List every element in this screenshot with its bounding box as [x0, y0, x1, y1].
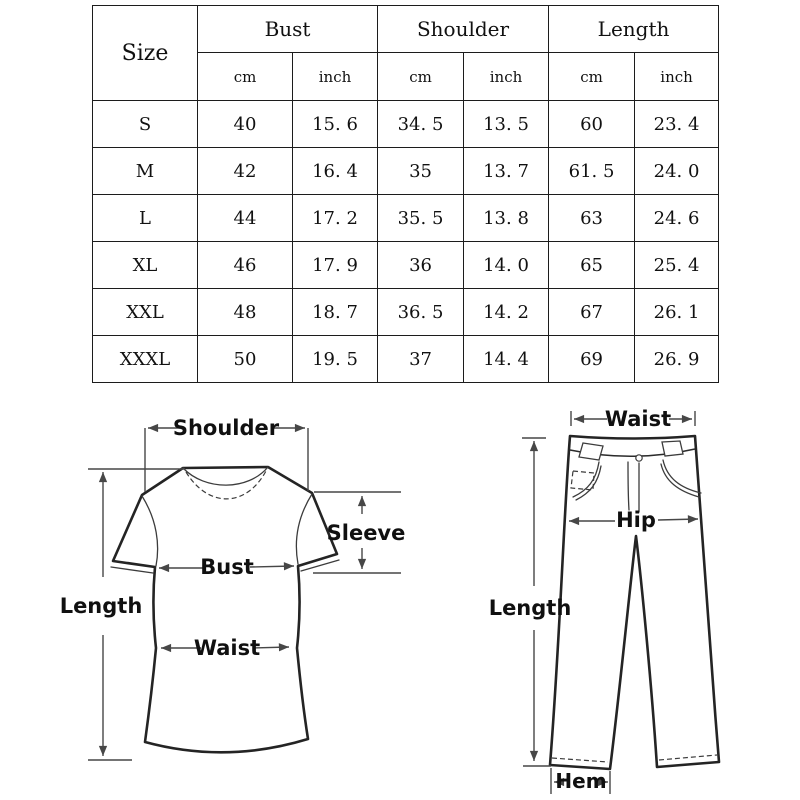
- cell-shoulder-inch: 13. 8: [464, 195, 549, 242]
- cell-bust-inch: 17. 9: [293, 242, 378, 289]
- cell-size: XXXL: [93, 336, 198, 383]
- cell-shoulder-cm: 36: [378, 242, 464, 289]
- tshirt-cuff-stitch-left: [111, 567, 153, 573]
- pants-outline: [550, 436, 719, 769]
- header-length: Length: [549, 6, 719, 53]
- pants-belt-loop-right: [662, 441, 683, 456]
- cell-length-cm: 61. 5: [549, 148, 635, 195]
- cell-length-inch: 25. 4: [635, 242, 719, 289]
- cell-bust-inch: 15. 6: [293, 101, 378, 148]
- cell-size: M: [93, 148, 198, 195]
- pants-hip-label: Hip: [616, 508, 656, 532]
- pants-hem-label: Hem: [555, 769, 607, 793]
- unit-shoulder-cm: cm: [378, 53, 464, 101]
- pants-length-label: Length: [488, 596, 572, 620]
- pants-belt-loop-left: [579, 443, 603, 460]
- cell-shoulder-cm: 36. 5: [378, 289, 464, 336]
- cell-shoulder-inch: 14. 2: [464, 289, 549, 336]
- cell-bust-inch: 19. 5: [293, 336, 378, 383]
- cell-bust-cm: 42: [198, 148, 293, 195]
- unit-length-inch: inch: [635, 53, 719, 101]
- cell-shoulder-inch: 14. 0: [464, 242, 549, 289]
- cell-length-cm: 67: [549, 289, 635, 336]
- cell-length-inch: 24. 6: [635, 195, 719, 242]
- header-shoulder: Shoulder: [378, 6, 549, 53]
- pants-measurement-diagram: [440, 390, 780, 800]
- cell-bust-inch: 16. 4: [293, 148, 378, 195]
- bust-arrow-right: [250, 566, 294, 567]
- header-bust: Bust: [198, 6, 378, 53]
- tshirt-bust-label: Bust: [200, 555, 254, 579]
- cell-bust-cm: 44: [198, 195, 293, 242]
- cell-length-inch: 26. 9: [635, 336, 719, 383]
- cell-shoulder-cm: 34. 5: [378, 101, 464, 148]
- table-row-xl: [93, 242, 719, 289]
- table-row-s: [93, 101, 719, 148]
- cell-bust-cm: 48: [198, 289, 293, 336]
- unit-bust-cm: cm: [198, 53, 293, 101]
- cell-size: XL: [93, 242, 198, 289]
- cell-bust-cm: 50: [198, 336, 293, 383]
- pants-button: [636, 455, 642, 461]
- cell-size: S: [93, 101, 198, 148]
- pants-waist-label: Waist: [604, 407, 672, 431]
- cell-length-inch: 26. 1: [635, 289, 719, 336]
- tshirt-measurement-diagram: [30, 390, 430, 800]
- cell-size: XXL: [93, 289, 198, 336]
- size-chart-table: [92, 5, 719, 383]
- cell-shoulder-cm: 37: [378, 336, 464, 383]
- cell-bust-cm: 46: [198, 242, 293, 289]
- cell-shoulder-cm: 35. 5: [378, 195, 464, 242]
- table-row-xxl: [93, 289, 719, 336]
- cell-length-cm: 69: [549, 336, 635, 383]
- tshirt-length-label: Length: [59, 594, 143, 618]
- cell-length-cm: 65: [549, 242, 635, 289]
- cell-size: L: [93, 195, 198, 242]
- table-row-m: [93, 148, 719, 195]
- cell-bust-inch: 18. 7: [293, 289, 378, 336]
- cell-bust-cm: 40: [198, 101, 293, 148]
- tshirt-sleeve-label: Sleeve: [326, 521, 406, 545]
- unit-shoulder-inch: inch: [464, 53, 549, 101]
- cell-shoulder-inch: 13. 5: [464, 101, 549, 148]
- header-size: Size: [93, 6, 198, 101]
- cell-length-cm: 63: [549, 195, 635, 242]
- unit-bust-inch: inch: [293, 53, 378, 101]
- cell-length-cm: 60: [549, 101, 635, 148]
- cell-length-inch: 24. 0: [635, 148, 719, 195]
- table-row-l: [93, 195, 719, 242]
- cell-shoulder-inch: 14. 4: [464, 336, 549, 383]
- unit-length-cm: cm: [549, 53, 635, 101]
- cell-bust-inch: 17. 2: [293, 195, 378, 242]
- table-row-xxxl: [93, 336, 719, 383]
- cell-shoulder-cm: 35: [378, 148, 464, 195]
- cell-length-inch: 23. 4: [635, 101, 719, 148]
- cell-shoulder-inch: 13. 7: [464, 148, 549, 195]
- tshirt-shoulder-label: Shoulder: [172, 416, 280, 440]
- tshirt-waist-label: Waist: [193, 636, 261, 660]
- hip-arrow-right: [658, 519, 698, 520]
